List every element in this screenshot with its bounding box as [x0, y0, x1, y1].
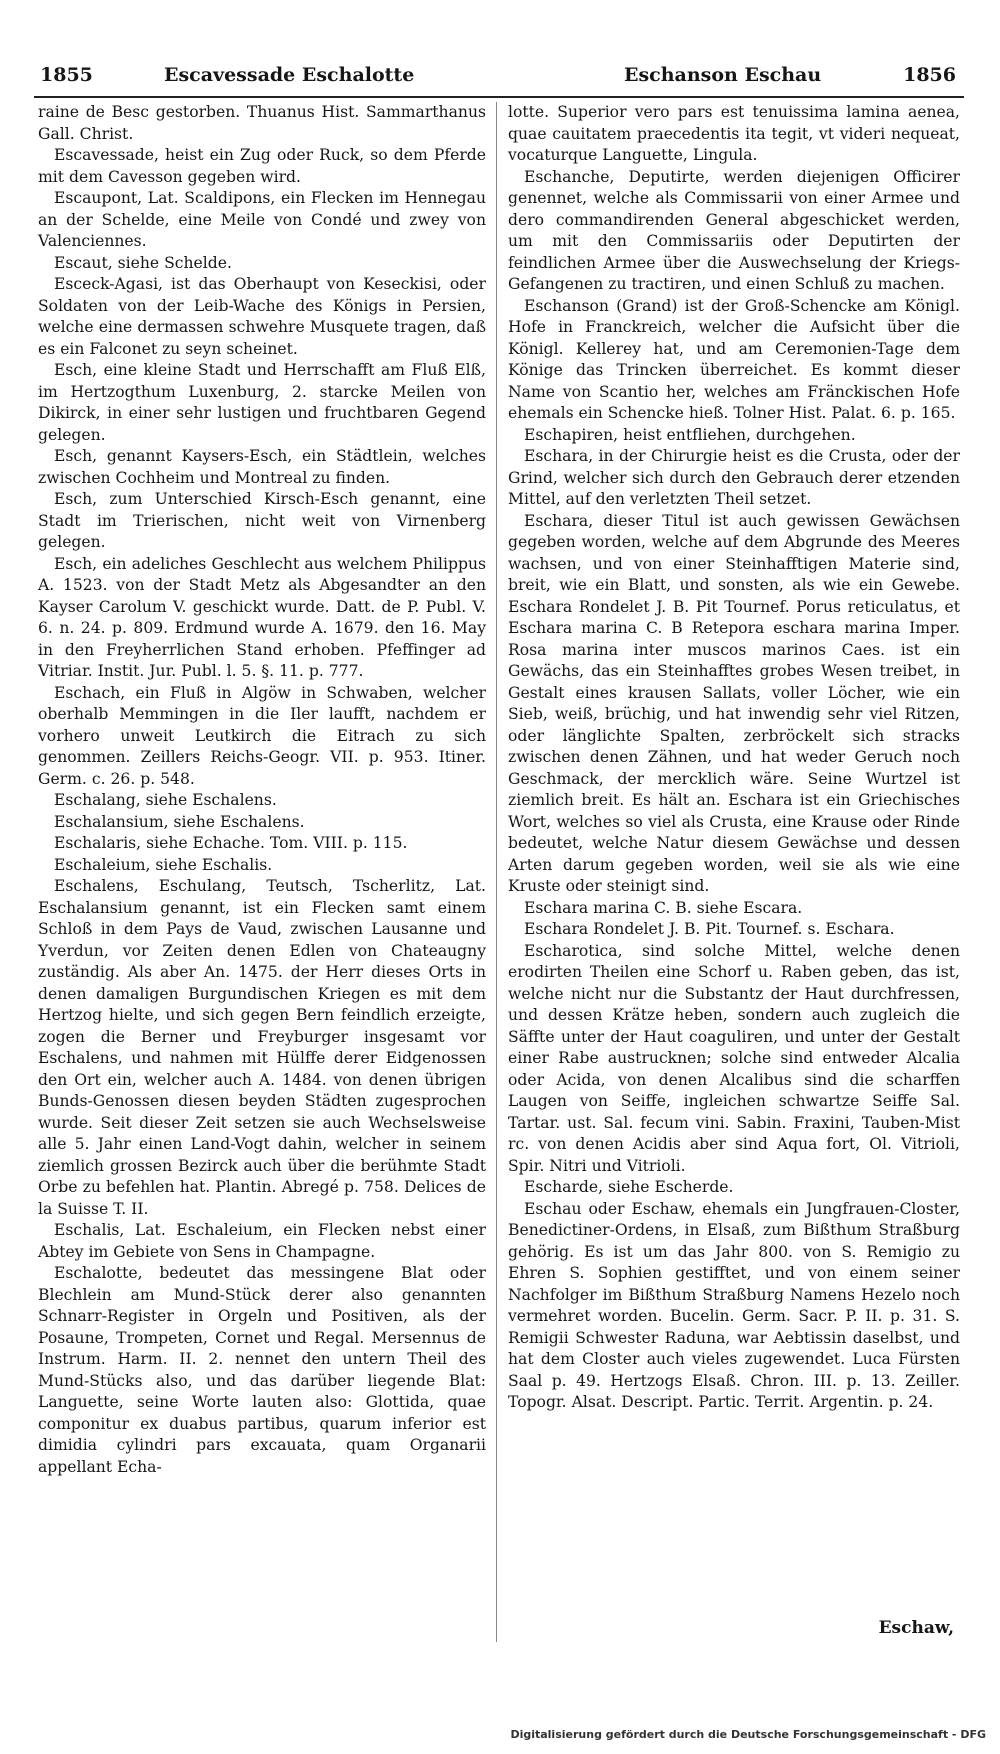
left-page-number: 1855: [40, 64, 93, 86]
digitization-credit: Digitalisierung gefördert durch die Deutsche Forschungsgemeinschaft - DFG: [510, 1728, 986, 1741]
entry-paragraph: Eschalis, Lat. Eschaleium, ein Flecken nebst einer Abtey im Gebiete von Sens in Champagne.: [38, 1221, 486, 1261]
entry-paragraph: Eschara, in der Chirurgie heist es die Crusta, oder der Grind, welcher sich durch den Gebrauch derer etzenden Mittel, auf den verletzten Theil setzet.: [508, 447, 960, 508]
entry-paragraph: Escaupont, Lat. Scaldipons, ein Flecken im Hennegau an der Schelde, eine Meile von Condé und zwey von Valenciennes.: [38, 189, 486, 250]
right-column: [508, 102, 960, 1414]
header-rule: [34, 96, 964, 98]
entry-paragraph: Esch, genannt Kaysers-Esch, ein Städtlein, welches zwischen Cochheim und Montreal zu finden.: [38, 447, 486, 487]
entry-paragraph: Esch, zum Unterschied Kirsch-Esch genannt, eine Stadt im Trierischen, nicht weit von Virnenberg gelegen.: [38, 490, 486, 551]
entry-paragraph: Eschaleium, siehe Eschalis.: [54, 855, 273, 874]
entry-paragraph: Esch, eine kleine Stadt und Herrschafft am Fluß Elß, im Hertzogthum Luxenburg, 2. starcke Meilen von Dikirck, in einer sehr lustigen und fruchtbaren Gegend gelegen.: [38, 361, 486, 444]
entry-paragraph: Eschalaris, siehe Echache. Tom. VIII. p. 115.: [54, 834, 408, 852]
page-header: [34, 58, 964, 98]
entry-paragraph: Escaut, siehe Schelde.: [54, 253, 232, 272]
page: [34, 58, 964, 1688]
left-running-title: Escavessade Eschalotte: [164, 64, 415, 86]
entry-paragraph: Eschara marina C. B. siehe Escara.: [524, 898, 803, 917]
entry-paragraph: Eschara Rondelet J. B. Pit. Tournef. s. Eschara.: [524, 920, 895, 938]
left-column: [38, 102, 486, 1478]
entry-paragraph: Escavessade, heist ein Zug oder Ruck, so dem Pferde mit dem Cavesson gegeben wird.: [38, 146, 486, 186]
entry-paragraph: Eschau oder Eschaw, ehemals ein Jungfrauen-Closter, Benedictiner-Ordens, in Elsaß, zum Bißthum Straßburg gehörig. Es ist um das Jahr 800. von S. Remigio zu Ehren S. Sophien gestifftet, und von einem seiner Nachfolger im Bißthum Straßburg Namens Hezelo noch vermehret worden. Bucelin. Germ. Sacr. P. II. p. 31. S. Remigii Schwester Raduna, war Aebtissin daselbst, und hat dem Closter auch vieles zugewendet. Luca Fürsten Saal p. 49. Hertzogs Elsaß. Chron. III. p. 13. Zeiller. Topogr. Alsat. Descript. Partic. Territ. Argentin. p. 24.: [508, 1199, 960, 1411]
entry-paragraph: Eschanche, Deputirte, werden diejenigen Officirer genennet, welche als Commissarii von einer Armee und dero commandirenden General abgeschicket werden, um mit den Commissariis oder Deputirten der feindlichen Armee über die Auswechselung der Kriegs-Gefangenen zu tractiren, und einen Schluß zu machen.: [508, 167, 960, 293]
entry-paragraph: Escharde, siehe Escherde.: [524, 1178, 734, 1196]
entry-paragraph: Eschalansium, siehe Eschalens.: [54, 812, 305, 831]
right-running-title: Eschanson Eschau: [624, 64, 822, 86]
entry-paragraph: Esch, ein adeliches Geschlecht aus welchem Philippus A. 1523. von der Stadt Metz als Abgesandter an den Kayser Carolum V. geschickt wurde. Datt. de P. Publ. V. 6. n. 24. p. 809. Erdmund wurde A. 1679. den 16. May in den Freyherrlichen Stand erhoben. Pfeffinger ad Vitriar. Instit. Jur. Publ. l. 5. §. 11. p. 777.: [38, 554, 486, 680]
entry-paragraph: Eschanson (Grand) ist der Groß-Schencke am Königl. Hofe in Franckreich, welcher die Aufsicht über die Königl. Kellerey hat, und am Ceremonien-Tage dem Könige das Trincken überreichet. Es kommt dieser Name von Scantio her, welches am Fränckischen Hofe ehemals ein Schencke hieß. Tolner Hist. Palat. 6. p. 165.: [508, 296, 960, 422]
entry-paragraph: Eschara, dieser Titul ist auch gewissen Gewächsen gegeben worden, welche auf dem Abgrunde des Meeres wachsen, und von einer Steinhafftigen Materie sind, breit, wie ein Blatt, und sonsten, als wie ein Gewebe. Eschara Rondelet J. B. Pit Tournef. Porus reticulatus, et Eschara marina C. B Retepora eschara marina Imper. Rosa marina inter muscos marinos Caes. ist ein Gewächs, das ein Steinhafftes grobes Wesen treibet, in Gestalt eines krausen Sallats, voller Löcher, wie ein Sieb, weiß, brüchig, und hat inwendig sehr viel Ritzen, oder länglichte Spalten, zerbröckelt sich stracks zwischen denen Zähnen, und hat weder Geruch noch Geschmack, der mercklich wäre. Seine Wurtzel ist ziemlich breit. Es hält an. Eschara ist ein Griechisches Wort, welches so viel als Crusta, eine Krause oder Rinde bedeutet, welche Natur diesem Gewächse und dessen Arten darum gegeben worden, weil sie als wie eine Kruste oder steinigt sind.: [508, 511, 960, 895]
entry-paragraph: Eschalotte, bedeutet das messingene Blat oder Blechlein am Mund-Stück derer also genannten Schnarr-Register in Orgeln und Positiven, als der Posaune, Trompeten, Cornet und Regal. Mersennus de Instrum. Harm. II. 2. nennet den untern Theil des Mund-Stücks also, und das darüber liegende Blat: Languette, seine Worte lauten also: Glottida, quae componitur ex duabus partibus, quarum inferior est dimidia cylindri pars excauata, quam Organarii appellant Echa-: [38, 1264, 486, 1476]
entry-paragraph: Eschalang, siehe Eschalens.: [54, 791, 277, 809]
entry-paragraph: Eschapiren, heist entfliehen, durchgehen.: [524, 425, 856, 444]
catchword: Eschaw,: [878, 1618, 954, 1638]
entry-paragraph: Eschalens, Eschulang, Teutsch, Tscherlitz, Lat. Eschalansium genannt, ist ein Flecken samt einem Schloß in dem Pays de Vaud, zwischen Lausanne und Yverdun, vor Zeiten denen Edlen von Chateaugny zuständig. Als aber An. 1475. der Herr dieses Orts in denen damaligen Burgundischen Kriegen es mit dem Hertzog hielte, und sich gegen Bern feindlich erzeigte, zogen die Berner und Freyburger insgesamt vor Eschalens, und nahmen mit Hülffe derer Eidgenossen den Ort ein, welcher auch A. 1484. von denen übrigen Bunds-Genossen diesen beyden Städten zugesprochen wurde. Seit dieser Zeit setzen sie auch Wechselsweise alle 5. Jahr einen Land-Vogt dahin, welcher in seinem ziemlich grossen Bezirck auch über die berühmte Stadt Orbe zu befehlen hat. Plantin. Abregé p. 758. Delices de la Suisse T. II.: [38, 877, 486, 1218]
entry-paragraph: Escharotica, sind solche Mittel, welche denen erodirten Theilen eine Schorf u. Raben geben, das ist, welche nicht nur die Substantz der Haut durchfressen, und dessen Krätze heben, sondern auch zugleich die Säffte unter der Haut coaguliren, und unter der Gestalt einer Rabe austrucknen; solche sind entweder Alcalia oder Acida, von denen Alcalibus sind die scharffen Laugen von Seiffe, ingleichen schwartze Seiffe Sal. Tartar. ust. Sal. fecum vini. Sabin. Fraxini, Tauben-Mist rc. von denen Acidis aber sind Aqua fort, Ol. Vitrioli, Spir. Nitri und Vitrioli.: [508, 941, 960, 1175]
entry-paragraph: lotte. Superior vero pars est tenuissima lamina aenea, quae cauitatem praecedentis ita tegit, vt videri nequeat, vocaturque Languette, Lingula.: [508, 103, 960, 164]
entry-paragraph: raine de Besc gestorben. Thuanus Hist. Sammarthanus Gall. Christ.: [38, 103, 486, 143]
right-page-number: 1856: [903, 64, 956, 86]
column-divider: [496, 102, 497, 1642]
entry-paragraph: Eschach, ein Fluß in Algöw in Schwaben, welcher oberhalb Memmingen in die Iler laufft, nachdem er vorhero unweit Leutkirch die Eitrach zu sich genommen. Zeillers Reichs-Geogr. VII. p. 953. Itiner. Germ. c. 26. p. 548.: [38, 683, 486, 788]
entry-paragraph: Esceck-Agasi, ist das Oberhaupt von Keseckisi, oder Soldaten von der Leib-Wache des Königs in Persien, welche eine dermassen schwehre Musquete tragen, daß es ein Falconet zu seyn scheinet.: [38, 275, 486, 358]
